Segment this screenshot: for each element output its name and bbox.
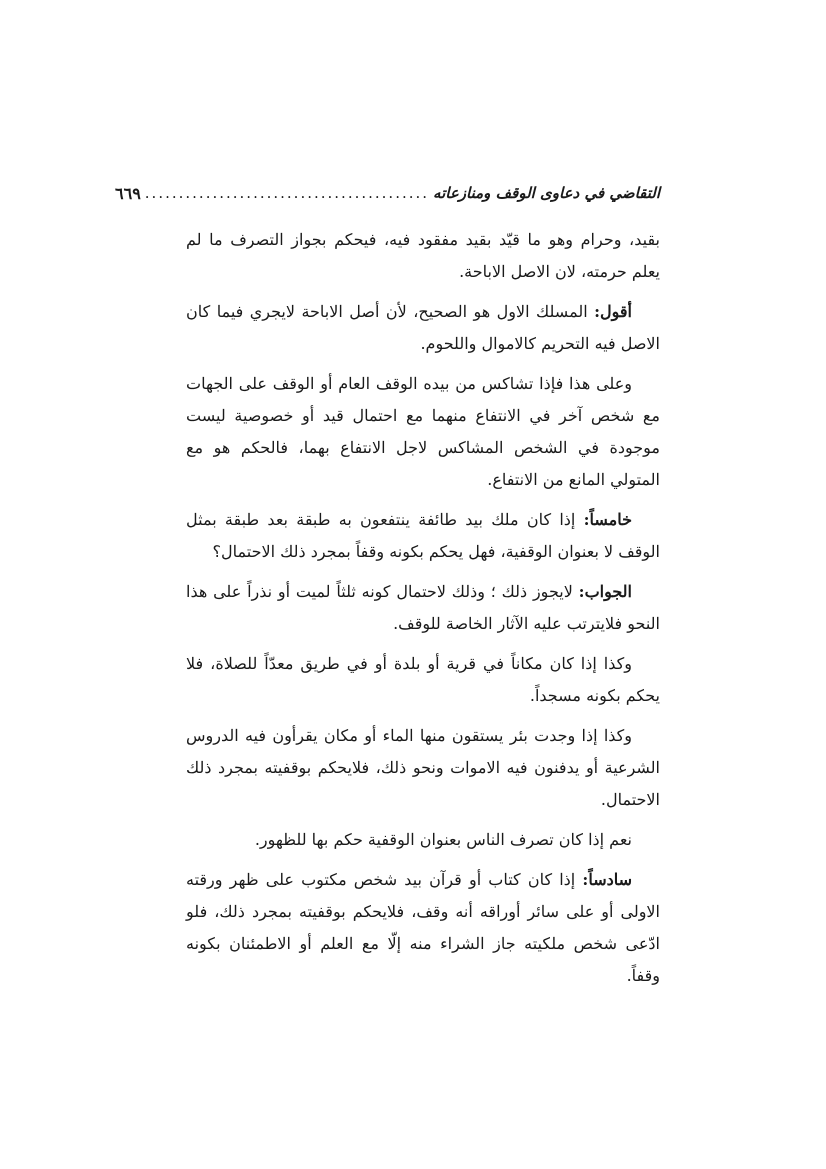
header-dot-leader: .......................................... [144,184,430,202]
paragraph-text: وكذا إذا وجدت بئر يستقون منها الماء أو مكان يقرأون فيه الدروس الشرعية أو يدفنون فيه الاموات ونحو ذلك، فلايحكم بوقفيته بمجرد ذلك الاحتمال. [186,726,660,809]
paragraph-6 [186,648,660,712]
running-header-title: التقاضي في دعاوى الوقف ومنازعاته [433,184,660,202]
paragraph-3 [186,368,660,496]
paragraph-text: بقيد، وحرام وهو ما قيّد بقيد مفقود فيه، فيحكم بجواز التصرف ما لم يعلم حرمته، لان الاصل الاباحة. [186,230,660,281]
paragraph-lead: خامساً: [583,510,632,529]
paragraph-lead: سادساً: [582,870,632,889]
paragraph-8 [186,824,660,856]
paragraph-text: المسلك الاول هو الصحيح، لأن أصل الاباحة لايجري فيما كان الاصل فيه التحريم كالاموال واللحوم. [186,302,660,353]
body-text [186,224,660,1000]
paragraph-4 [186,504,660,568]
paragraph-lead: الجواب: [578,582,632,601]
paragraph-7 [186,720,660,816]
paragraph-9 [186,864,660,992]
page-number: ٦٦٩ [115,183,141,203]
paragraph-2 [186,296,660,360]
paragraph-5 [186,576,660,640]
paragraph-text: إذا كان ملك بيد طائفة ينتفعون به طبقة بعد طبقة بمثل الوقف لا بعنوان الوقفية، فهل يحكم بكونه وقفاً بمجرد ذلك الاحتمال؟ [186,510,660,561]
paragraph-text: وعلى هذا فإذا تشاكس من بيده الوقف العام أو الوقف على الجهات مع شخص آخر في الانتفاع منهما مع احتمال قيد أو خصوصية ليست موجودة في الشخص المشاكس لاجل الانتفاع بهما، فالحكم هو مع المتولي المانع من الانتفاع. [186,374,660,489]
paragraph-text: إذا كان كتاب أو قرآن بيد شخص مكتوب على ظهر ورقته الاولى أو على سائر أوراقه أنه وقف، فلايحكم بوقفيته بمجرد ذلك، فلو ادّعى شخص ملكيته جاز الشراء منه إلّا مع العلم أو الاطمئنان بكونه وقفاً. [186,870,660,985]
running-header [115,178,660,208]
paragraph-text: وكذا إذا كان مكاناً في قرية أو بلدة أو في طريق معدّاً للصلاة، فلا يحكم بكونه مسجداً. [186,654,660,705]
paragraph-1 [186,224,660,288]
paragraph-text: لايجوز ذلك ؛ وذلك لاحتمال كونه ثلثاً لميت أو نذراً على هذا النحو فلايترتب عليه الآثار الخاصة للوقف. [186,582,660,633]
paragraph-text: نعم إذا كان تصرف الناس بعنوان الوقفية حكم بها للظهور. [254,830,632,849]
paragraph-lead: أقول: [594,302,632,321]
